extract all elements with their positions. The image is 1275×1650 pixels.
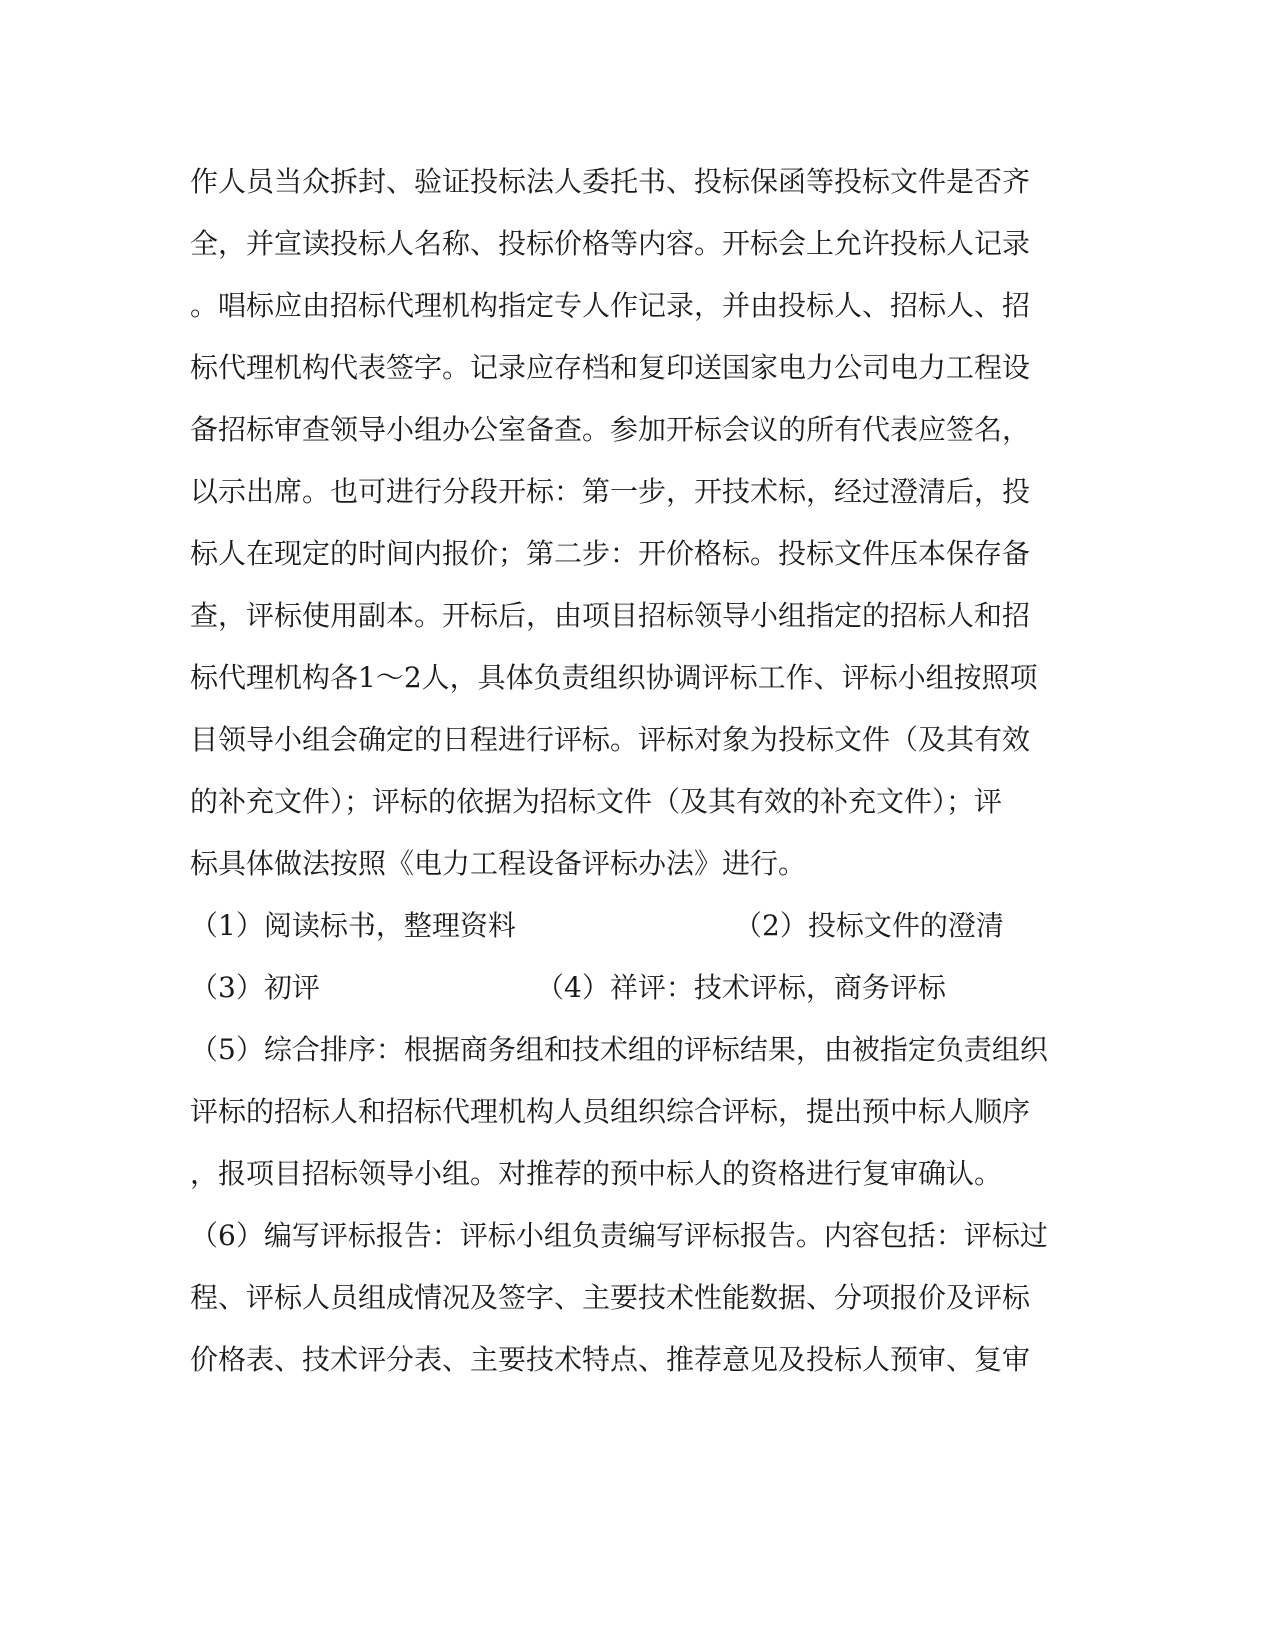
paragraph-line: 。唱标应由招标代理机构指定专人作记录，并由投标人、招标人、招 [190, 289, 1031, 322]
paragraph-line: 的补充文件）；评标的依据为招标文件（及其有效的补充文件）；评 [190, 785, 1003, 818]
step-5-line: ，报项目招标领导小组。对推荐的预中标人的资格进行复审确认。 [190, 1157, 1003, 1190]
paragraph-line: 查，评标使用副本。开标后，由项目招标领导小组指定的招标人和招 [190, 599, 1031, 632]
step-3: （3）初评 [190, 971, 320, 1004]
paragraph-line: 标具体做法按照《电力工程设备评标办法》进行。 [190, 847, 807, 880]
step-5-line: （5）综合排序：根据商务组和技术组的评标结果，由被指定负责组织 [190, 1033, 1048, 1066]
paragraph-line: 标人在现定的时间内报价；第二步：开价格标。投标文件压本保存备 [190, 537, 1031, 570]
paragraph-line: 全，并宣读投标人名称、投标价格等内容。开标会上允许投标人记录 [190, 227, 1031, 260]
paragraph-line: 以示出席。也可进行分段开标：第一步，开技术标，经过澄清后，投 [190, 475, 1031, 508]
paragraph-line: 备招标审查领导小组办公室备查。参加开标会议的所有代表应签名， [190, 413, 1031, 446]
paragraph-line: 作人员当众拆封、验证投标法人委托书、投标保函等投标文件是否齐 [190, 165, 1031, 198]
paragraph-line: 标代理机构各1～2人，具体负责组织协调评标工作、评标小组按照项 [190, 661, 1038, 694]
step-6-line: 价格表、技术评分表、主要技术特点、推荐意见及投标人预审、复审 [190, 1343, 1031, 1376]
step-6-line: （6）编写评标报告：评标小组负责编写评标报告。内容包括：评标过 [190, 1219, 1048, 1252]
step-6-line: 程、评标人员组成情况及签字、主要技术性能数据、分项报价及评标 [190, 1281, 1031, 1314]
paragraph-line: 目领导小组会确定的日程进行评标。评标对象为投标文件（及其有效 [190, 723, 1031, 756]
step-1: （1）阅读标书，整理资料 [190, 909, 516, 942]
paragraph-line: 标代理机构代表签字。记录应存档和复印送国家电力公司电力工程设 [190, 351, 1031, 384]
step-5-line: 评标的招标人和招标代理机构人员组织综合评标，提出预中标人顺序 [190, 1095, 1031, 1128]
step-4: （4）祥评：技术评标，商务评标 [536, 971, 946, 1004]
step-2: （2）投标文件的澄清 [734, 909, 1004, 942]
